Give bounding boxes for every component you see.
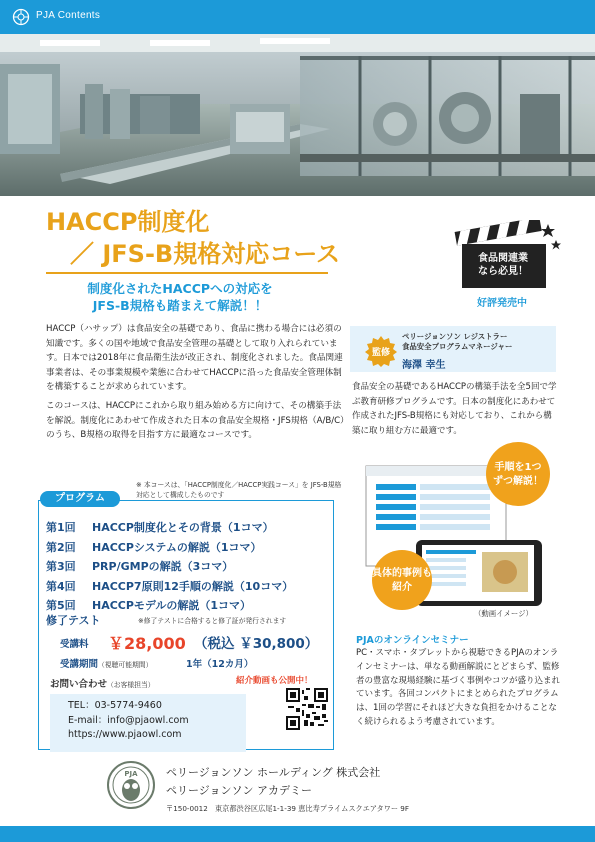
emblem-text: PJA (124, 770, 138, 778)
supervisor-role-2: 食品安全プログラムマネージャー (402, 342, 513, 351)
supervisor-badge (364, 334, 398, 368)
program-item-num: 第3回 (46, 560, 76, 573)
supervisor-description: 食品安全の基礎であるHACCPの構築手法を全5回で学ぶ教育研修プログラムです。日本の制度化にあわせて作成されたJFS-B規格にも対応しており、これから構築に取り組む方に最適です。 (352, 382, 557, 436)
final-test-note: ※修了テストに合格すると修了証が発行されます (138, 617, 287, 625)
clapper-text (466, 252, 540, 278)
qr-code-icon[interactable] (286, 688, 328, 730)
course-title (46, 206, 340, 270)
contact-heading-sub: （お客様担当） (107, 681, 155, 689)
online-seminar-text: PC・スマホ・タブレットから視聴できるPJAのオンラインセミナーは、単なる動画解説にとどまらず、監修者の豊富な現場経験に基づく事例やコツが盛り込まれています。各回コンパクトにまとめられたプログラムは、1回の学習にそれほど大きな負担をかけることなく続けられるよう考慮されています。 (356, 648, 561, 727)
bubble-1-line1: 手順を1つ (494, 462, 542, 473)
program-tab: プログラム (40, 491, 120, 507)
program-item-num: 第2回 (46, 540, 76, 554)
company-name-2: ペリージョンソン アカデミー (166, 784, 312, 797)
supervisor-role (402, 332, 512, 352)
course-note: ※ 本コースは、「HACCP制度化／HACCP実践コース」を JFS-B規格対応として構成したものです (136, 481, 342, 499)
program-item (46, 577, 326, 597)
contact-url[interactable]: https://www.pjaowl.com (68, 729, 182, 740)
supervisor-name: 海澤 幸生 (402, 360, 446, 371)
contact-box (50, 694, 246, 752)
video-caption: （動画イメージ） (474, 609, 533, 618)
final-test-label: 修了テスト (46, 614, 101, 627)
title-underline (46, 272, 328, 274)
course-title-line1: HACCP制度化 (46, 208, 210, 236)
period-label (60, 656, 152, 670)
program-item (46, 557, 326, 577)
contact-heading-text: お問い合わせ (50, 679, 108, 690)
program-item-num: 第1回 (46, 521, 76, 534)
pja-emblem-logo (106, 760, 156, 810)
bubble-2-line1: 具体的事例も (372, 568, 432, 579)
contact-tel[interactable]: TEL：03-5774-9460 (68, 700, 162, 711)
company-name-1: ペリージョンソン ホールディング 株式会社 (166, 766, 381, 779)
fee-price: ￥28,000 (108, 634, 186, 653)
program-item (46, 538, 326, 558)
supervisor-role-1: ペリージョンソン レジストラー (402, 332, 508, 341)
period-label-text: 受講期間 (60, 659, 99, 670)
program-item-label: HACCP制度化とその背景（1コマ） (92, 521, 274, 534)
video-preview-illustration (356, 440, 556, 610)
program-item-label: PRP/GMPの解説（3コマ） (92, 560, 234, 573)
subtitle-line2: JFS-B規格も踏まえて解説！！ (92, 298, 268, 313)
bottom-bar (0, 826, 595, 842)
program-list (46, 518, 326, 616)
intro-paragraph-2: このコースは、HACCPにこれから取り組み始める方に向けて、その構築手法を解説。制度化にあわせて作成された日本の食品安全規格・JFS規格（A/B/C）のうち、B規格の取得を目指す方に最適なコースです。 (46, 400, 345, 441)
bubble-1-line2: ずつ解説！ (493, 476, 543, 487)
company-address: 〒150-0012 東京都渋谷区広尾1-1-39 恵比寿プライムスクエアタワー 9F (166, 804, 409, 813)
program-item-label: HACCPシステムの解説（1コマ） (92, 540, 262, 554)
promo-video-label: 紹介動画も公開中！ (236, 676, 313, 686)
pja-logo-icon (12, 8, 30, 26)
intro-text (46, 322, 346, 447)
program-item-num: 第5回 (46, 599, 76, 612)
subtitle-line1: 制度化されたHACCPへの対応を (87, 281, 273, 296)
clapper-line2: なら必見！ (478, 266, 528, 277)
program-item-label: HACCP7原則12手順の解説（10コマ） (92, 579, 294, 593)
period-sub: （視聴可能期間） (98, 661, 153, 669)
release-label: 好評発売中 (477, 298, 527, 309)
fee-tax: （税込 ￥30,800） (194, 636, 319, 652)
brand-label: PJA Contents (36, 10, 101, 21)
fee-label: 受講料 (60, 639, 89, 650)
program-item-num: 第4回 (46, 579, 76, 593)
intro-paragraph-1: HACCP（ハサップ）は食品安全の基礎であり、食品に携わる場合には必須の知識です。多くの国や地域で食品安全管理の基礎として取り入れられています。日本では2018年に食品衛生法が改正され、制度化されました。食品関連事業者は、その事業規模や業態に合わせてHACCPに沿った食品安全管理体制を構築することが求められています。 (46, 324, 343, 393)
top-bar (0, 0, 595, 34)
course-subtitle (60, 280, 300, 314)
program-item-label: HACCPモデルの解説（1コマ） (92, 599, 252, 612)
clapper-line1: 食品関連業 (478, 253, 528, 264)
bubble-2-line2: 紹介 (392, 582, 412, 593)
supervisor-badge-text: 監修 (371, 348, 391, 358)
contact-heading (50, 676, 250, 690)
factory-photo (0, 34, 595, 196)
online-seminar-heading: PJAのオンラインセミナー (356, 635, 469, 646)
contact-section (50, 676, 250, 752)
contact-email[interactable]: E-mail：info@pjaowl.com (68, 714, 189, 726)
course-title-line2: ／ JFS-B規格対応コース (70, 240, 341, 268)
program-item (46, 518, 326, 538)
period-value: 1年（12カ月） (186, 659, 254, 670)
